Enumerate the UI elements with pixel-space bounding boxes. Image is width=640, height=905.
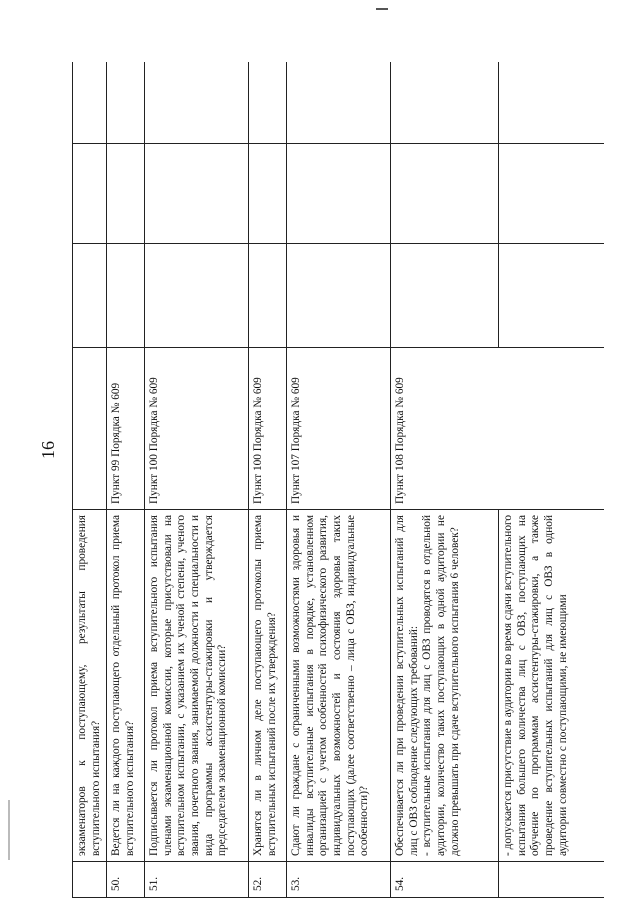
empty-cell (249, 62, 287, 144)
row-number: 53. (287, 862, 391, 898)
scan-edge-mark (8, 800, 10, 860)
empty-cell (145, 244, 249, 348)
empty-cell (145, 144, 249, 244)
empty-cell (249, 244, 287, 348)
row-number: 54. (391, 862, 499, 898)
question-text (391, 510, 499, 862)
question-text: Ведется ли на каждого поступающего отдельный протокол приема вступительного испытания? (107, 510, 145, 862)
empty-cell (287, 62, 391, 144)
question-text: Сдают ли граждане с ограниченными возможностями здоровья и инвалиды вступительные испытания в порядке, установленном организацией с учетом особенностей психофизического развития, индивидуальных возможностей и состояния здоровья таких поступающих (далее соответственно – лица с ОВЗ, индивидуальные особенности)? (287, 510, 391, 862)
row-number (73, 862, 107, 898)
empty-cell (249, 144, 287, 244)
empty-cell (287, 244, 391, 348)
reference-cell: Пункт 108 Порядка № 609 (391, 348, 604, 510)
empty-cell (499, 144, 604, 244)
empty-cell (73, 144, 107, 244)
empty-cell (499, 62, 604, 144)
empty-cell (73, 244, 107, 348)
empty-cell (287, 144, 391, 244)
table-row (287, 62, 391, 898)
empty-cell (107, 62, 145, 144)
question-intro: Обеспечивается ли при проведении вступительных испытаний для лиц с ОВЗ соблюдение следующих требований: (394, 515, 420, 856)
empty-cell (499, 244, 604, 348)
question-text: - допускается присутствие в аудитории во время сдачи вступительного испытания большего количества лиц с ОВЗ, поступающих на обучение по программам ассистентуры-стажировки, а также проведение вступительных испытаний для лиц с ОВЗ в одной аудитории совместно с поступающими, не имеющими (499, 510, 604, 862)
row-number (499, 862, 604, 898)
empty-cell (107, 144, 145, 244)
row-number: 51. (145, 862, 249, 898)
row-number: 50. (107, 862, 145, 898)
table-row (391, 62, 499, 898)
empty-cell (107, 244, 145, 348)
page-number: 16 (38, 441, 58, 459)
reference-cell: Пункт 107 Порядка № 609 (287, 348, 391, 510)
question-text: Хранятся ли в личном деле поступающего протоколы приема вступительных испытаний после их утверждения? (249, 510, 287, 862)
question-text: Подписывается ли протокол приема вступительного испытания членами экзаменационной комиссии, которые присутствовали на вступительном испытании, с указанием их ученой степени, ученого звания, почетного звания, занимаемой должности и специальности и вида программы ассистентуры-стажировки и утверждается председателем экзаменационной комиссии? (145, 510, 249, 862)
table-row (145, 62, 249, 898)
row-number: 52. (249, 862, 287, 898)
reference-cell: Пункт 100 Порядка № 609 (145, 348, 249, 510)
reference-cell: Пункт 99 Порядка № 609 (107, 348, 145, 510)
rotated-table (72, 62, 604, 898)
question-text: экзаменаторов к поступающему, результаты проведения вступительного испытания? (73, 510, 107, 862)
question-requirement: - вступительные испытания для лиц с ОВЗ проводятся в отдельной аудитории, количество таких поступающих в одной аудитории не должно превышать при сдаче вступительного испытания 6 человек? (421, 515, 461, 856)
table-row (249, 62, 287, 898)
table-viewport (72, 62, 604, 898)
table-row (107, 62, 145, 898)
empty-cell (391, 244, 499, 348)
empty-cell (73, 62, 107, 144)
table-row (73, 62, 107, 898)
empty-cell (391, 144, 499, 244)
reference-cell: Пункт 100 Порядка № 609 (249, 348, 287, 510)
empty-cell (391, 62, 499, 144)
checklist-table (72, 62, 604, 898)
scan-mark (376, 8, 388, 10)
empty-cell (145, 62, 249, 144)
reference-cell (73, 348, 107, 510)
